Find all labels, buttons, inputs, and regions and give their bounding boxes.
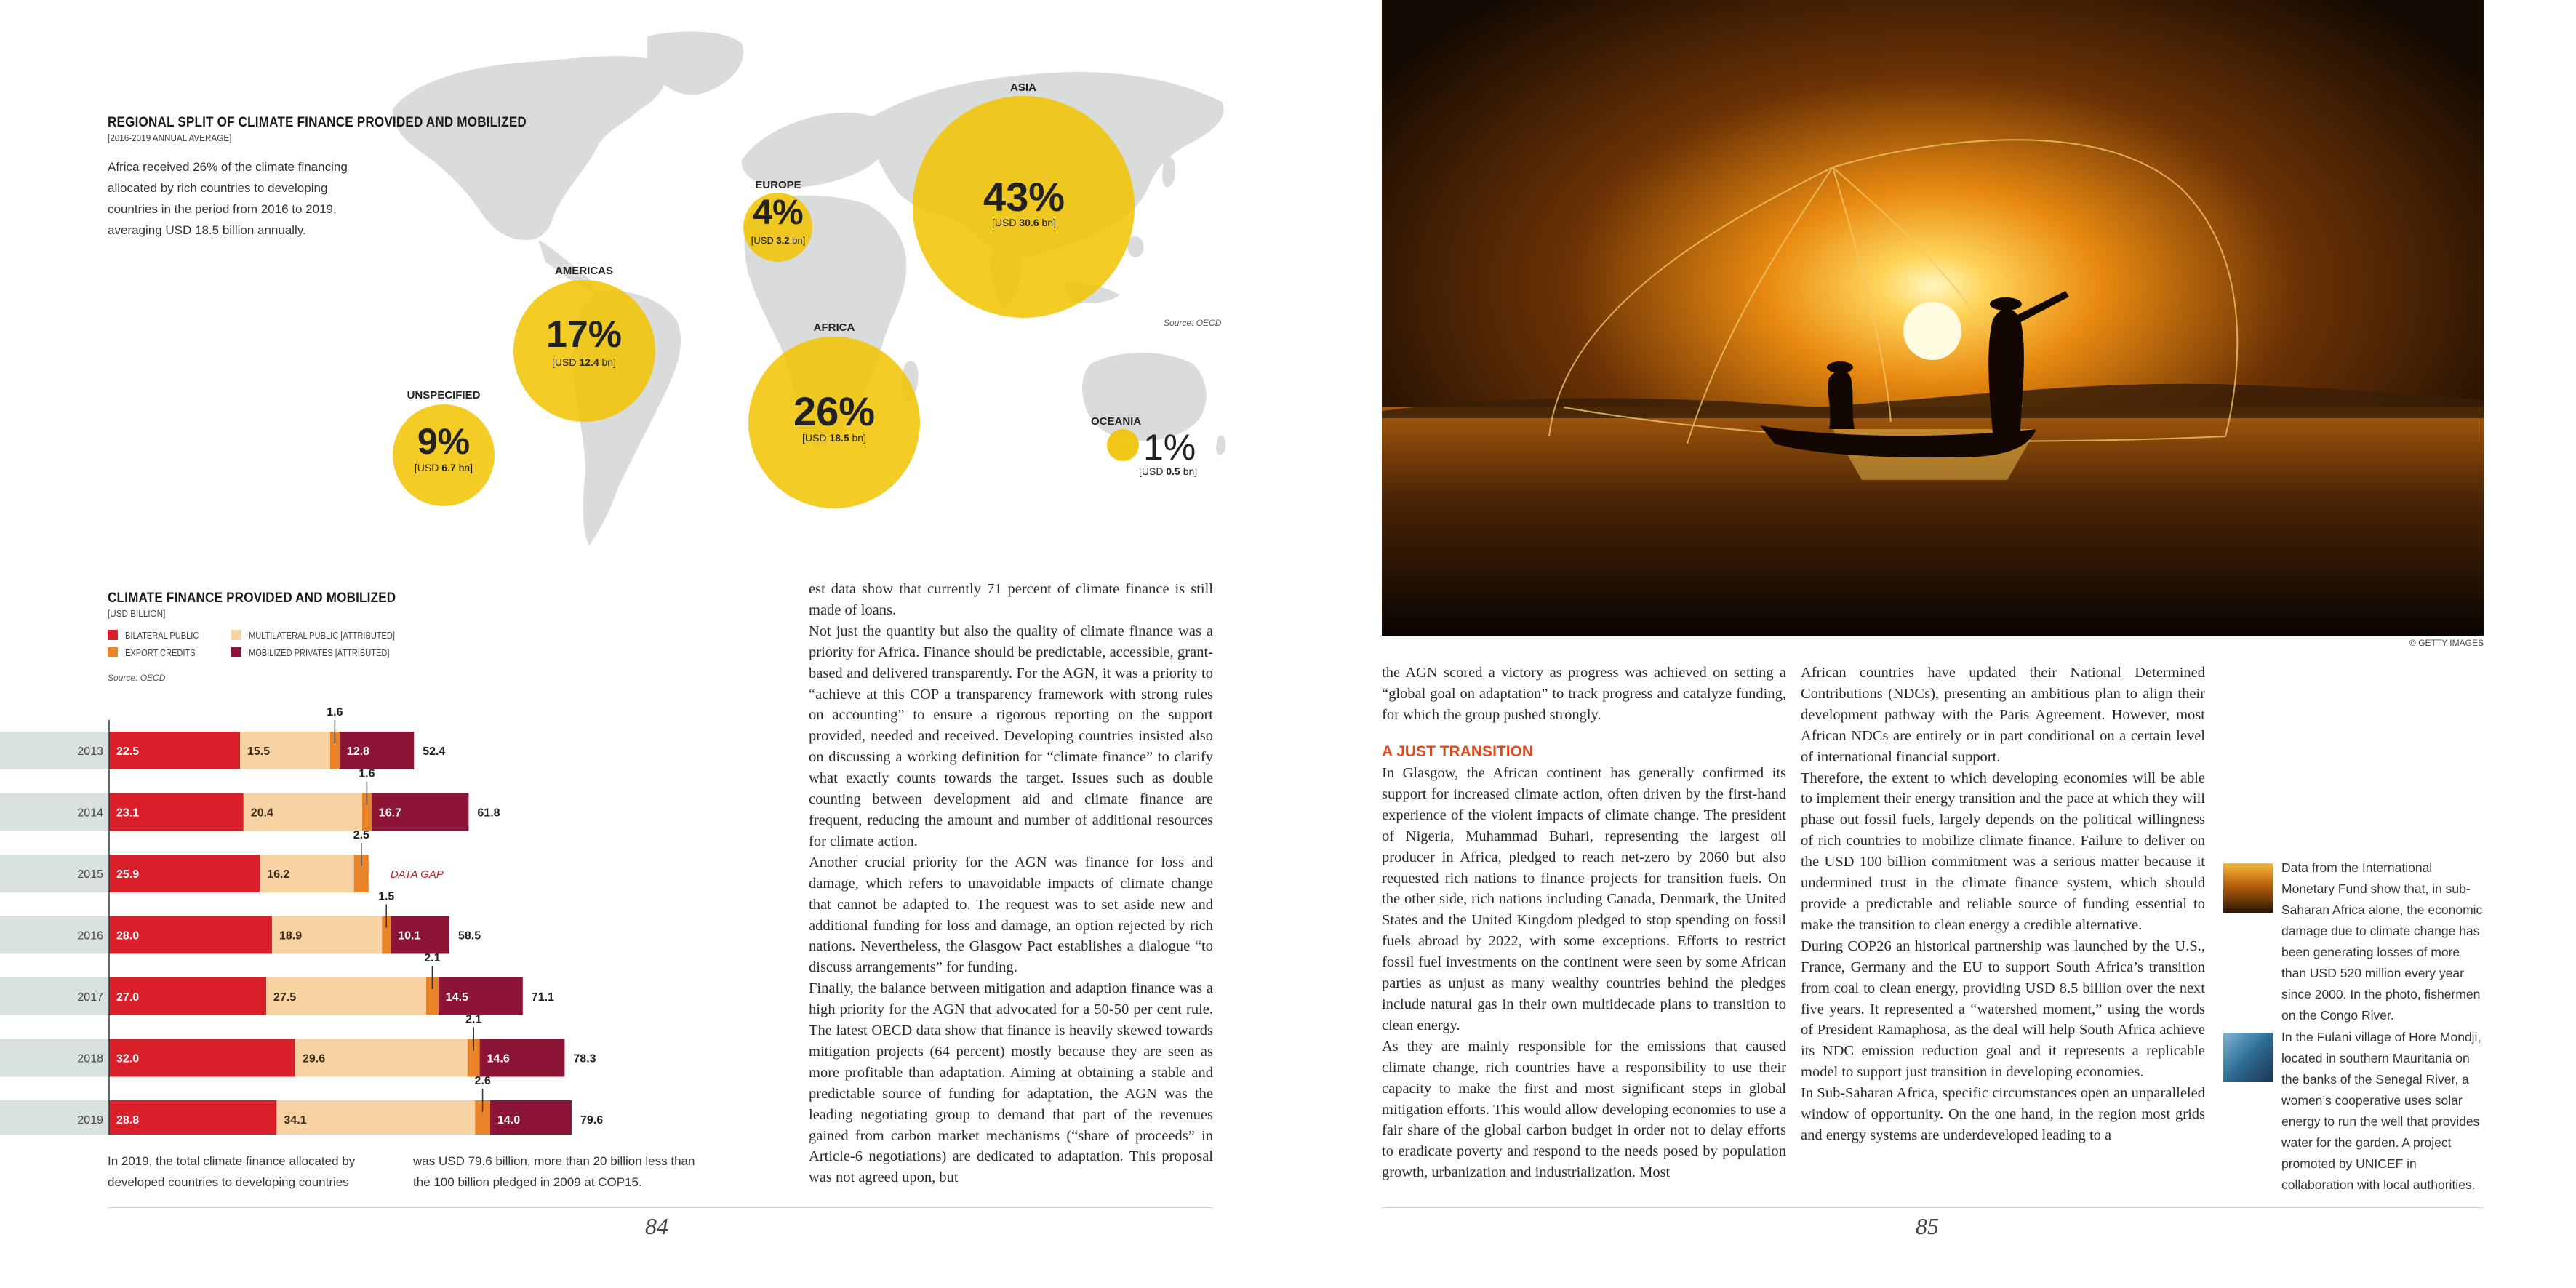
region-pct-europe: 4% (753, 193, 804, 232)
bar-value-label: 28.8 (116, 1114, 140, 1127)
right-col1-text: In Glasgow, the African continent has generally confirmed its support for increased climate action, often driven by the first-hand experience of the violent impacts of climate change. The president of Nigeria, Muhammad Buhari, representing the largest oil producer in Africa, pledged to reach net-zero by 2060 but also requested rich nations to finance projects for transition fuels. On the other side, rich nations including Canada, Denmark, the United States and the United Kingdom pledged to stop spending on fossil fuels abroad by 2022, with some exceptions. Efforts to restrict fossil fuel investments on the continent were seen by some African parties as unjust as many wealthy countries behind the pledges include natural gas in their own multidecade plans to transition to clean energy. As they are mainly responsible for the emissions that caused climate change, rich countries have a responsibility to use their capacity to make the first and most significant steps in global mitigation efforts. This would allow developing economies to use a fair share of the global carbon budget in order not to delay efforts to eradicate poverty and respond to the needs posed by population growth, urbanization and industrialization. Most (1382, 765, 1786, 1181)
region-pct-unspecified: 9% (417, 421, 471, 462)
region-usd-asia: [USD 30.6 bn] (992, 217, 1056, 228)
year-label: 2015 (77, 868, 103, 881)
left-footer-rule (108, 1207, 1213, 1208)
bar-value-label: 16.7 (378, 807, 401, 820)
year-label: 2014 (77, 807, 103, 820)
thumbnail-fishermen (2223, 863, 2273, 913)
bar-value-label: 14.5 (445, 991, 468, 1004)
bar-value-label: 28.0 (116, 929, 140, 943)
legend-label-bilateral: BILATERAL PUBLIC (125, 630, 199, 641)
region-label-asia: ASIA (1010, 81, 1036, 94)
left-body-text: est data show that currently 71 percent of climate finance is still made of loans. Not just the quantity but also the quality of climate finance was a priority for Africa. Finance should be predictable, accessible, grant-based and delivered transparently. For the AGN, it was a priority to “achieve at this COP a transparency framework with strong rules on accounting” to ensure a rigorous reporting on the support provided, needed and received. Developing countries insisted also on discussing a working definition for “climate finance” to clarify what exactly counts towards the target. Issues such as double counting between development aid and climate finance are frequent, reducing the amount and number of additional resources for climate action. Another crucial priority for the AGN was finance for loss and damage, which refers to unavoidable impacts of climate change that cannot be adapted to. The request was to set aside new and additional funding for loss and damage, an option rejected by rich nations. Nevertheless, the Glasgow Pact establishes a dialogue “to discuss arrangements” for funding. Finally, the balance between mitigation and adaption finance was a high priority for the AGN that advocated for a 50-50 per cent rule. The latest OECD data show that finance is heavily skewed towards mitigation projects (64 percent) mostly because they are seen as more profitable than adaptation. Aiming at obtaining a stable and predictable source of funding for adaptation, the AGN was the leading negotiating group to demand that part of the revenues gained from carbon market mechanisms (“share of proceeds” in Article-6 negotiations) are dedicated to adaptation. This proposal was not agreed upon, but (809, 581, 1213, 1186)
chart-legend (108, 628, 435, 663)
bar-value-label: 16.2 (267, 868, 290, 881)
region-bubble-oceania (1107, 429, 1139, 461)
region-label-unspecified: UNSPECIFIED (407, 389, 481, 401)
region-label-americas: AMERICAS (554, 265, 613, 277)
bar-value-label: 12.8 (346, 745, 369, 758)
bar-value-label: 29.6 (303, 1052, 326, 1065)
bar-value-label: 27.0 (116, 991, 140, 1004)
map-source: Source: OECD (1164, 318, 1222, 328)
legend-swatch-mobilized (231, 647, 241, 657)
region-pct-africa: 26% (793, 388, 876, 434)
bar-total-label: 79.6 (580, 1114, 604, 1127)
page-number-right: 85 (1916, 1213, 1939, 1239)
region-pct-americas: 17% (545, 313, 623, 356)
region-usd-europe: [USD 3.2 bn] (751, 235, 806, 246)
climate-finance-bar-chart (0, 691, 800, 1135)
region-usd-unspecified: [USD 6.7 bn] (414, 462, 473, 473)
page-number-left: 84 (645, 1213, 668, 1239)
chart-title: CLIMATE FINANCE PROVIDED AND MOBILIZED (108, 591, 396, 606)
year-label: 2019 (77, 1114, 103, 1127)
bar-value-label: 14.0 (497, 1114, 521, 1127)
map-subtitle: [2016-2019 ANNUAL AVERAGE] (108, 132, 232, 143)
bar-total-label: 61.8 (477, 807, 500, 820)
data-gap-label: DATA GAP (390, 868, 444, 881)
bar-value-label: 18.9 (279, 929, 303, 943)
bar-value-label: 1.6 (327, 706, 343, 719)
year-label: 2018 (77, 1052, 103, 1065)
bar-value-label: 15.5 (247, 745, 271, 758)
photo-credit: © GETTY IMAGES (2409, 638, 2484, 648)
year-label: 2013 (77, 745, 103, 758)
side-caption-text-2: In the Fulani village of Hore Mondji, located in southern Mauritania on the banks of the Senegal River, a women’s cooperative uses solar energy to run the well that provides water for the garden. A project promoted by UNICEF in collaboration with local authorities. (2281, 1030, 2481, 1192)
bar-total-label: 52.4 (423, 745, 446, 758)
bar-total-label: 78.3 (573, 1052, 596, 1065)
bar-value-label: 1.5 (378, 890, 395, 903)
legend-swatch-export (108, 647, 118, 657)
section-heading-just-transition: A JUST TRANSITION (1382, 743, 1534, 760)
region-label-europe: EUROPE (755, 179, 801, 191)
region-pct-asia: 43% (983, 174, 1065, 220)
bar-total-label: 58.5 (458, 929, 481, 943)
thumbnail-solar-well (2223, 1033, 2273, 1082)
legend-swatch-multilateral (231, 630, 241, 640)
chart-caption-col2: was USD 79.6 billion, more than 20 billion less than the 100 billion pledged in 2009 at COP15. (413, 1154, 695, 1189)
bar-value-label: 2.5 (353, 829, 369, 841)
map-description: Africa received 26% of the climate financing allocated by rich countries to developing countries in the period from 2016 to 2019, averaging USD 18.5 billion annually. (108, 160, 348, 237)
year-label: 2016 (77, 929, 103, 943)
chart-subtitle: [USD BILLION] (108, 608, 166, 619)
bar-value-label: 2.1 (465, 1013, 482, 1026)
bar-value-label: 2.1 (424, 952, 441, 964)
bar-value-label: 34.1 (284, 1114, 307, 1127)
fisherman-sunset-photo (1382, 0, 2484, 636)
bar-value-label: 2.6 (474, 1075, 491, 1087)
bar-value-label: 27.5 (273, 991, 297, 1004)
chart-caption-col1: In 2019, the total climate finance allocated by developed countries to developing countries (108, 1154, 356, 1189)
region-label-africa: AFRICA (813, 321, 855, 334)
bar-value-label: 22.5 (116, 745, 140, 758)
bar-value-label: 14.6 (487, 1052, 510, 1065)
bar-value-label: 10.1 (398, 929, 421, 943)
legend-label-mobilized: MOBILIZED PRIVATES [ATTRIBUTED] (249, 647, 390, 658)
region-pct-oceania: 1% (1143, 427, 1196, 468)
year-label: 2017 (77, 991, 103, 1004)
right-footer-rule (1382, 1207, 2484, 1208)
bar-value-label: 23.1 (116, 807, 140, 820)
side-caption-text-1: Data from the International Monetary Fund show that, in sub-Saharan Africa alone, the economic damage due to climate change has been generating losses of more than USD 520 million every year since 2000. In the photo, fishermen on the Congo River. (2281, 860, 2483, 1023)
region-usd-africa: [USD 18.5 bn] (802, 432, 866, 444)
region-usd-oceania: [USD 0.5 bn] (1139, 465, 1198, 477)
legend-label-multilateral: MULTILATERAL PUBLIC [ATTRIBUTED] (249, 630, 395, 641)
region-usd-americas: [USD 12.4 bn] (552, 356, 616, 368)
bar-value-label: 20.4 (250, 807, 273, 820)
right-col1-intro: the AGN scored a victory as progress was achieved on setting a “global goal on adaptation” to track progress and catalyze funding, for which the group pushed strongly. (1382, 665, 1786, 723)
bar-total-label: 71.1 (531, 991, 554, 1004)
bar-value-label: 25.9 (116, 868, 140, 881)
region-label-oceania: OCEANIA (1091, 415, 1142, 428)
map-title: REGIONAL SPLIT OF CLIMATE FINANCE PROVIDED AND MOBILIZED (108, 115, 527, 130)
legend-label-export: EXPORT CREDITS (125, 647, 196, 658)
bar-value-label: 1.6 (359, 767, 375, 780)
right-col2-text: African countries have updated their National Determined Contributions (NDCs), presenting an ambitious plan to align their development pathway with the Paris Agreement. However, most African NDCs are entirely or in part conditional on a certain level of international financial support. Therefore, the extent to which developing economies will be able to implement their energy transition and the pace at which they will phase out fossil fuels, largely depends on the political willingness of rich countries to mobilize climate finance. Failure to deliver on the USD 100 billion commitment was a serious matter because it undermined trust in the climate finance system, which should provide a predictable and reliable source of funding essential to make the transition to clean energy a credible alternative. During COP26 an historical partnership was launched by the U.S., France, Germany and the EU to support South Africa’s transition from coal to clean energy, providing USD 8.5 billion over the next five years. It represented a “watershed moment,” using the words of President Ramaphosa, as the deal will help South Africa achieve its NDC emission reduction goal and it represents a replicable model to support just transition in developing economies. In Sub-Saharan Africa, specific circumstances open an unparalleled window of opportunity. On the one hand, in the region most grids and energy systems are underdeveloped leading to a (1801, 665, 2205, 1143)
bar-value-label: 32.0 (116, 1052, 140, 1065)
chart-source: Source: OECD (108, 673, 166, 683)
legend-swatch-bilateral (108, 630, 118, 640)
